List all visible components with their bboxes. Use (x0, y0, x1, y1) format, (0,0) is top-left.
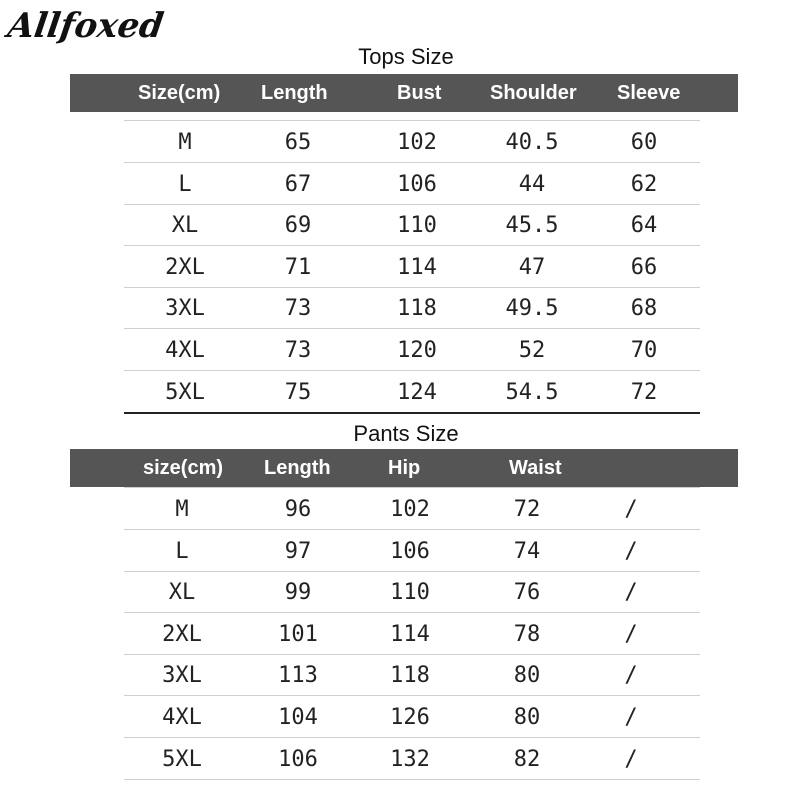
pants-table-row (124, 738, 700, 780)
tops-cell: 49.5 (505, 296, 559, 322)
pants-header-bar (70, 449, 738, 487)
tops-cell: 118 (397, 296, 437, 322)
tops-cell: M (178, 130, 192, 155)
tops-cell: 114 (397, 254, 437, 280)
tops-table-row (124, 329, 700, 371)
brand-logo: Allfoxed (5, 6, 167, 46)
pants-cell: XL (168, 580, 196, 606)
tops-cell: 110 (397, 213, 437, 239)
tops-cell: 44 (518, 171, 546, 197)
pants-cell: 110 (390, 580, 430, 606)
tops-cell: 62 (630, 171, 658, 197)
pants-cell: / (624, 538, 638, 564)
pants-table-row (124, 696, 700, 738)
pants-cell: 113 (278, 663, 318, 689)
tops-table-row (124, 163, 700, 205)
tops-cell: L (178, 171, 192, 197)
tops-cell: 2XL (165, 254, 205, 280)
pants-cell: 4XL (162, 705, 202, 730)
tops-cell: 66 (630, 254, 658, 280)
tops-cell: 3XL (165, 296, 205, 322)
tops-cell: 75 (284, 379, 312, 405)
pants-header-waist: Waist (509, 457, 562, 479)
pants-cell: 97 (284, 538, 312, 564)
pants-table-row (124, 571, 700, 613)
tops-cell: 68 (630, 296, 658, 322)
tops-cell: 4XL (165, 338, 205, 363)
tops-table-row (124, 287, 700, 329)
tops-cell: 102 (397, 130, 437, 155)
tops-header-sleeve: Sleeve (617, 82, 681, 104)
pants-cell: 106 (278, 746, 318, 772)
pants-cell: 5XL (162, 746, 202, 772)
pants-cell: 80 (513, 663, 541, 689)
tops-cell: 64 (630, 213, 658, 239)
pants-header-size: size(cm) (143, 457, 224, 479)
pants-cell: 126 (390, 705, 430, 730)
pants-table-row (124, 488, 700, 530)
pants-table-row (124, 530, 700, 572)
tops-cell: 124 (397, 379, 437, 405)
tops-cell: 65 (284, 130, 312, 155)
pants-cell: 72 (513, 497, 541, 522)
pants-cell: / (624, 621, 638, 647)
pants-cell: 132 (390, 746, 430, 772)
pants-cell: 2XL (162, 621, 202, 647)
pants-cell: 102 (390, 497, 430, 522)
tops-table-row (124, 371, 700, 413)
pants-cell: / (624, 663, 638, 689)
tops-cell: 70 (630, 338, 658, 363)
tops-cell: 40.5 (505, 130, 559, 155)
pants-cell: / (624, 705, 638, 730)
tops-cell: 73 (284, 296, 312, 322)
pants-header-hip: Hip (388, 457, 421, 479)
tops-cell: 67 (284, 171, 312, 197)
tops-cell: 73 (284, 338, 312, 363)
tops-cell: 45.5 (505, 213, 559, 239)
pants-cell: / (624, 580, 638, 606)
pants-table-row (124, 654, 700, 696)
tops-header-size: Size(cm) (138, 82, 221, 104)
tops-header-length: Length (261, 82, 328, 104)
pants-cell: 78 (513, 621, 541, 647)
tops-table-row (124, 204, 700, 246)
pants-cell: 3XL (162, 663, 202, 689)
pants-cell: L (175, 538, 189, 564)
tops-table-row (124, 246, 700, 288)
pants-cell: 74 (513, 538, 541, 564)
pants-cell: 114 (390, 621, 430, 647)
tops-cell: 5XL (165, 379, 205, 405)
pants-cell: 106 (390, 538, 430, 564)
tops-cell: 120 (397, 338, 437, 363)
tops-size-title: Tops Size (358, 44, 454, 69)
pants-cell: 76 (513, 580, 541, 606)
tops-cell: 47 (518, 254, 546, 280)
pants-cell: / (624, 497, 638, 522)
tops-header-bar (70, 74, 738, 112)
tops-cell: 60 (630, 130, 658, 155)
tops-table-end-rule (124, 412, 700, 414)
pants-cell: 101 (278, 621, 318, 647)
tops-table-row (124, 121, 700, 163)
pants-cell: 118 (390, 663, 430, 689)
pants-cell: 80 (513, 705, 541, 730)
tops-header-shoulder: Shoulder (490, 82, 577, 104)
tops-cell: 69 (284, 213, 312, 239)
pants-cell: / (624, 746, 638, 772)
pants-cell: 99 (284, 580, 312, 606)
pants-size-title: Pants Size (353, 421, 459, 446)
pants-cell: 82 (513, 746, 541, 772)
tops-cell: 72 (630, 379, 658, 405)
pants-cell: M (175, 497, 189, 522)
tops-cell: 52 (518, 338, 546, 363)
tops-cell: XL (171, 213, 199, 239)
tops-cell: 54.5 (505, 379, 559, 405)
pants-cell: 96 (284, 497, 312, 522)
tops-header-bust: Bust (397, 82, 442, 104)
pants-cell: 104 (278, 705, 318, 730)
tops-cell: 106 (397, 171, 437, 197)
pants-header-length: Length (264, 457, 331, 479)
tops-cell: 71 (284, 254, 312, 280)
pants-table-row (124, 613, 700, 655)
